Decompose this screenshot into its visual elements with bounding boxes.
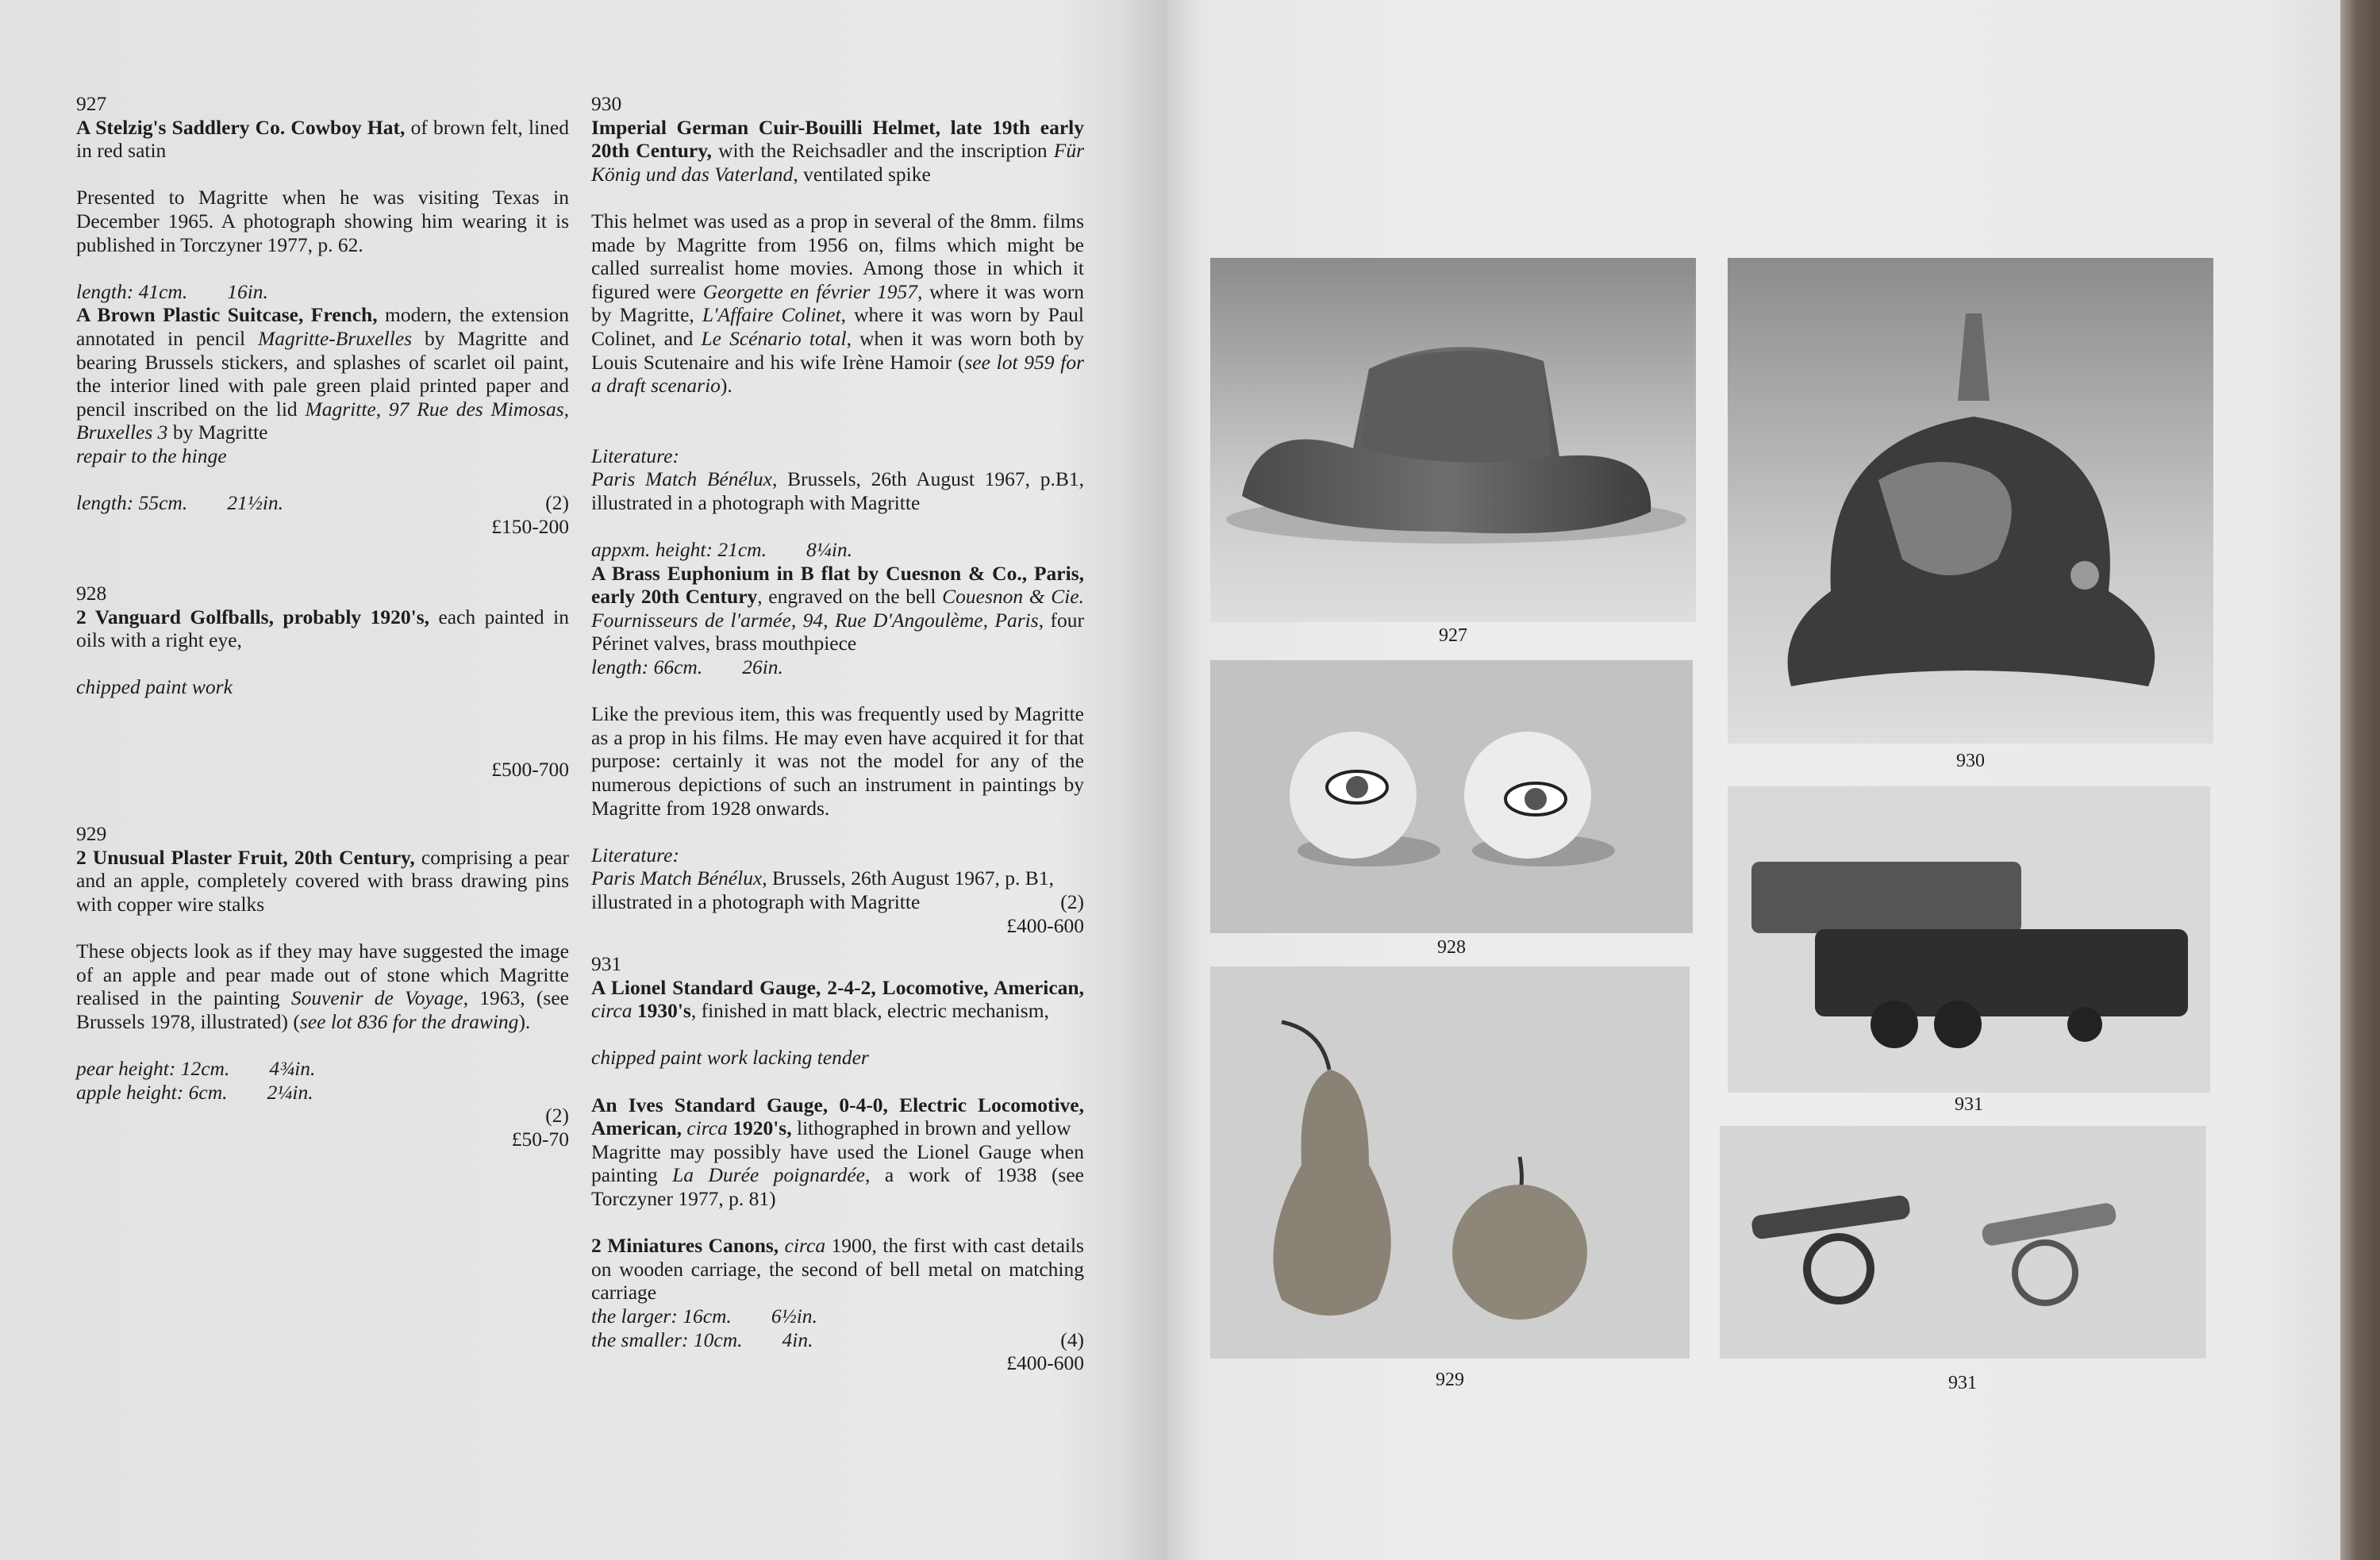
text-segment: ). xyxy=(518,1009,531,1033)
catalogue-paragraph xyxy=(76,280,569,304)
lot-title: An Ives Standard Gauge, 0-4-0, Electric Locomotive, American, xyxy=(591,1093,1084,1140)
text-segment: £400-600 xyxy=(1006,1351,1084,1375)
lot-quantity: (2) xyxy=(545,491,569,515)
text-segment: 4in. xyxy=(782,1328,813,1351)
text-segment: , finished in matt black, electric mechanism, xyxy=(690,999,1049,1023)
text-segment: (2) xyxy=(545,1104,569,1128)
text-segment: apple height: 6cm. xyxy=(76,1080,228,1104)
lot-quantity: (4) xyxy=(1060,1328,1084,1351)
catalogue-paragraph xyxy=(591,1304,1084,1328)
catalogue-paragraph xyxy=(76,92,569,116)
text-segment: Georgette en février 1957 xyxy=(702,279,918,303)
catalogue-paragraph xyxy=(591,1140,1084,1211)
catalogue-paragraph xyxy=(591,1328,1084,1352)
text-segment: 929 xyxy=(76,822,107,845)
catalogue-paragraph xyxy=(591,914,1084,938)
text-segment: repair to the hinge xyxy=(76,444,227,467)
text-segment: circa xyxy=(682,1116,728,1140)
catalogue-paragraph xyxy=(591,538,1084,562)
lot-930-entry xyxy=(591,92,1084,937)
text-segment: These objects look as if they may have suggested the image of an apple and pear made out of stone which Magritte realised in the painting xyxy=(76,939,569,1010)
pickelhaube-helmet-photo xyxy=(1728,258,2213,743)
lot-title: 1930's xyxy=(632,999,691,1023)
text-segment: length: 41cm. xyxy=(76,279,188,303)
text-segment: Magritte-Bruxelles xyxy=(258,326,413,350)
catalogue-paragraph xyxy=(76,116,569,163)
lot-927-entry xyxy=(76,92,569,538)
text-segment: appxm. height: 21cm. xyxy=(591,538,767,562)
catalogue-paragraph xyxy=(591,843,1084,867)
lot-929-entry xyxy=(76,822,569,1151)
catalogue-paragraph xyxy=(591,562,1084,655)
catalogue-paragraph xyxy=(591,866,1084,913)
golfballs-photo xyxy=(1210,660,1693,933)
catalogue-paragraph xyxy=(591,1046,1084,1070)
catalogue-paragraph xyxy=(76,1081,569,1105)
catalogue-paragraph xyxy=(76,605,569,652)
text-segment: each painted in oils with a right eye, xyxy=(76,605,569,652)
text-segment: 4¾in. xyxy=(269,1056,316,1080)
text-segment: circa xyxy=(779,1234,826,1258)
toy-locomotives-photo xyxy=(1728,786,2210,1093)
text-segment: La Durée poignardée xyxy=(672,1163,865,1187)
text-segment: Paris Match Bénélux xyxy=(591,866,763,890)
catalogue-paragraph xyxy=(76,758,569,782)
catalogue-paragraph xyxy=(591,92,1084,116)
text-segment: Literature: xyxy=(591,444,679,467)
lot-title: A Brass Euphonium in B flat by Cuesnon & Co., Paris, early 20th Century xyxy=(591,561,1084,609)
catalogue-paragraph xyxy=(591,952,1084,976)
text-segment: 2¼in. xyxy=(267,1080,313,1104)
text-segment: length: 55cm. xyxy=(76,491,188,515)
text-segment: 6½in. xyxy=(771,1304,817,1328)
catalogue-paragraph xyxy=(591,116,1084,186)
catalogue-paragraph xyxy=(591,209,1084,398)
catalogue-paragraph xyxy=(76,846,569,916)
text-segment: Magritte may possibly have used the Lionel Gauge when painting xyxy=(591,1139,1084,1187)
text-segment: 1900, the first with cast details on wooden carriage, the second of bell metal on matching carriage xyxy=(591,1234,1084,1304)
text-segment: , Brussels, 26th August 1967, p. B1, illustrated in a photograph with Magritte xyxy=(591,866,1054,913)
text-segment: by Magritte and bearing Brussels stickers, and splashes of scarlet oil paint, the interior lined with pale green plaid printed paper and pencil inscribed on the lid xyxy=(76,326,570,421)
text-segment: 930 xyxy=(591,92,622,115)
text-segment: , four Périnet valves, brass mouthpiece xyxy=(591,608,1085,655)
text-segment: L'Affaire Colinet xyxy=(702,303,841,327)
text-segment: Magritte, 97 Rue des Mimosas, Bruxelles 3 xyxy=(76,397,569,444)
catalogue-paragraph xyxy=(76,515,569,539)
text-segment: , a work of 1938 (see Torczyner 1977, p. 81) xyxy=(591,1163,1084,1210)
plate-caption: 928 xyxy=(1437,937,1466,958)
book-page-edge xyxy=(2340,0,2380,1560)
text-segment: ). xyxy=(720,374,732,398)
text-segment: circa xyxy=(591,999,632,1023)
text-segment: , Brussels, 26th August 1967, p.B1, illustrated in a photograph with Magritte xyxy=(591,467,1084,514)
text-segment: with the Reichsadler and the inscription xyxy=(711,139,1054,163)
text-segment: Like the previous item, this was frequently used by Magritte as a prop in his films. He may even have acquired it for that purpose: certainly it was not the model for any of the numerous depictions of such an instrument in paintings by Magritte from 1928 onwards. xyxy=(591,702,1084,820)
lot-title: 2 Vanguard Golfballs, probably 1920's, xyxy=(76,605,429,628)
plate-caption: 931 xyxy=(1948,1373,1977,1393)
catalogue-paragraph xyxy=(76,1104,569,1128)
text-segment: comprising a pear and an apple, completely covered with brass drawing pins with copper wire stalks xyxy=(76,845,569,916)
text-segment: Paris Match Bénélux xyxy=(591,467,772,491)
text-segment: modern, the extension annotated in pencil xyxy=(76,303,569,350)
lot-title: 2 Miniatures Canons, xyxy=(591,1234,779,1258)
cowboy-hat-photo xyxy=(1210,258,1696,622)
text-segment: lithographed in brown and yellow xyxy=(791,1116,1071,1140)
catalogue-paragraph xyxy=(591,976,1084,1023)
text-segment: 931 xyxy=(591,952,622,975)
text-segment: 8¼in. xyxy=(806,538,853,562)
text-segment: of brown felt, lined in red satin xyxy=(76,115,569,163)
lot-title: A Stelzig's Saddlery Co. Cowboy Hat, xyxy=(76,115,406,139)
catalogue-paragraph xyxy=(76,1128,569,1151)
lot-quantity: (2) xyxy=(1060,890,1084,913)
text-segment: pear height: 12cm. xyxy=(76,1056,230,1080)
catalogue-paragraph xyxy=(591,444,1084,468)
text-segment: the larger: 16cm. xyxy=(591,1304,732,1328)
plate-caption: 931 xyxy=(1955,1094,1983,1115)
catalogue-paragraph xyxy=(591,655,1084,679)
catalogue-paragraph xyxy=(76,444,569,468)
catalogue-paragraph xyxy=(591,1234,1084,1304)
text-segment: Souvenir de Voyage xyxy=(290,986,463,1010)
plate-caption: 929 xyxy=(1436,1370,1464,1390)
text-segment: the smaller: 10cm. xyxy=(591,1328,743,1351)
plaster-fruit-photo xyxy=(1210,966,1690,1358)
catalogue-paragraph xyxy=(76,822,569,846)
text-segment: Presented to Magritte when he was visiting Texas in December 1965. A photograph showing him wearing it is published in Torczyner 1977, p. 62. xyxy=(76,186,569,256)
lot-title: A Brown Plastic Suitcase, French, xyxy=(76,303,378,327)
text-segment: Le Scénario total xyxy=(701,326,847,350)
text-segment: , when it was worn both by Louis Scutenaire and his wife Irène Hamoir ( xyxy=(591,326,1084,374)
text-segment: , engraved on the bell xyxy=(757,585,943,609)
catalogue-paragraph xyxy=(76,303,569,444)
catalogue-paragraph xyxy=(591,702,1084,820)
catalogue-paragraph xyxy=(591,1351,1084,1375)
lot-title: 2 Unusual Plaster Fruit, 20th Century, xyxy=(76,845,415,869)
catalogue-paragraph xyxy=(76,1057,569,1081)
lot-title: 1920's, xyxy=(727,1116,792,1140)
lot-title: A Lionel Standard Gauge, 2-4-2, Locomotive, American, xyxy=(591,975,1084,999)
catalogue-paragraph xyxy=(76,582,569,605)
text-segment: £400-600 xyxy=(1006,913,1084,937)
text-segment: 928 xyxy=(76,582,107,605)
lot-931-entry xyxy=(591,952,1084,1375)
text-segment: , ventilated spike xyxy=(793,162,931,186)
plate-caption: 930 xyxy=(1956,751,1985,771)
catalogue-paragraph xyxy=(76,186,569,256)
catalogue-paragraph xyxy=(591,1093,1084,1140)
lot-title: Imperial German Cuir-Bouilli Helmet, late 19th early 20th Century, xyxy=(591,115,1084,163)
lot-928-entry xyxy=(76,582,569,782)
text-segment: £150-200 xyxy=(491,514,569,538)
catalogue-paragraph xyxy=(76,939,569,1033)
catalogue-paragraph xyxy=(76,491,569,515)
text-segment: , where it was worn by Magritte, xyxy=(591,279,1084,327)
catalogue-paragraph xyxy=(76,675,569,699)
text-segment: £500-700 xyxy=(491,757,569,781)
text-segment: Literature: xyxy=(591,843,679,866)
text-segment: see lot 959 for a draft scenario xyxy=(591,350,1084,398)
miniature-canons-photo xyxy=(1720,1126,2206,1358)
text-segment: length: 66cm. xyxy=(591,655,703,679)
text-segment: chipped paint work lacking tender xyxy=(591,1046,869,1070)
catalogue-paragraph xyxy=(591,467,1084,514)
text-segment: 26in. xyxy=(742,655,783,679)
text-segment: Couesnon & Cie. Fournisseurs de l'armée, 94, Rue D'Angoulème, Paris xyxy=(591,585,1084,632)
text-segment: 927 xyxy=(76,92,107,115)
text-segment: 16in. xyxy=(227,279,268,303)
text-segment: , where it was worn by Paul Colinet, and xyxy=(591,303,1084,350)
text-segment: 21½in. xyxy=(227,491,284,515)
text-segment: Für König und das Vaterland xyxy=(591,139,1084,186)
text-segment: chipped paint work xyxy=(76,675,233,699)
text-segment: see lot 836 for the drawing xyxy=(299,1009,519,1033)
text-segment: This helmet was used as a prop in several of the 8mm. films made by Magritte from 1956 on, films which might be called surrealist home movies. Among those in which it figured were xyxy=(591,209,1084,303)
plate-caption: 927 xyxy=(1439,625,1467,646)
text-segment: by Magritte xyxy=(167,421,268,444)
text-segment: £50-70 xyxy=(511,1127,569,1151)
text-segment: , 1963, (see Brussels 1978, illustrated) ( xyxy=(76,986,569,1033)
